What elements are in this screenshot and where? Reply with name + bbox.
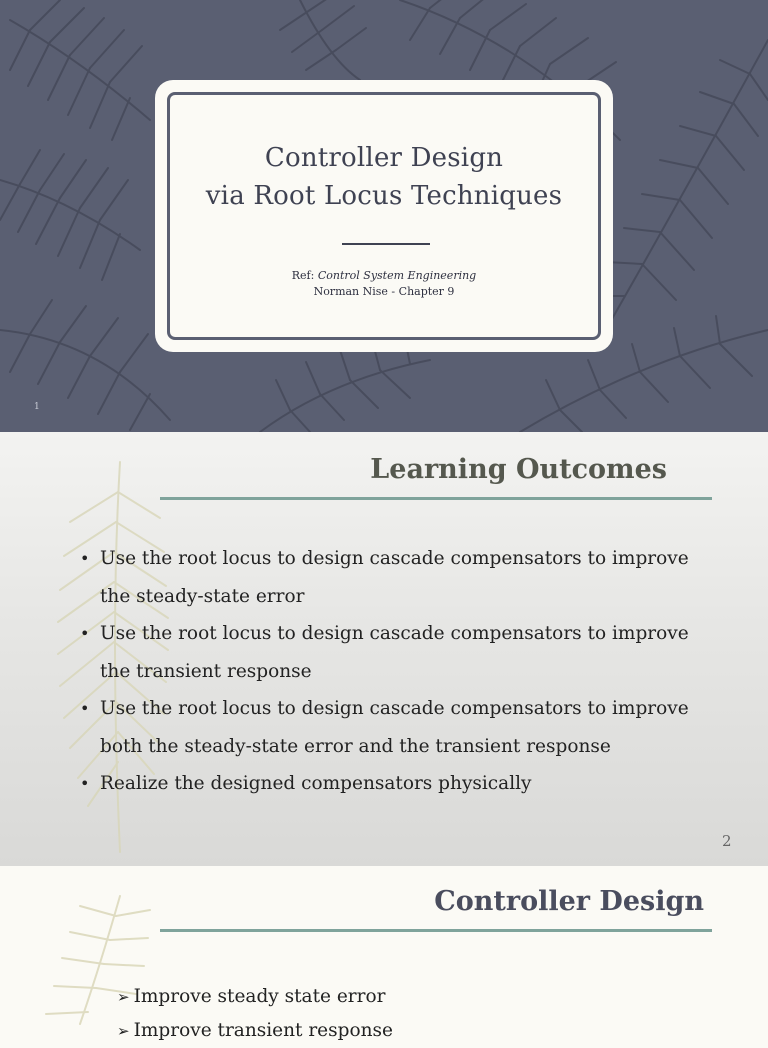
arrow-bullet-icon: ➢ (117, 1022, 130, 1040)
bullet-icon: • (80, 699, 90, 718)
bullet-icon: • (80, 624, 90, 643)
slide-heading: Controller Design (434, 886, 704, 917)
controller-design-slide (0, 866, 768, 1041)
title-card-border (167, 92, 601, 340)
learning-outcomes-slide (0, 432, 768, 866)
list-item-text: Use the root locus to design cascade compensators to improve the steady-state error (100, 548, 689, 607)
list-item-text: Improve steady state error (133, 986, 386, 1007)
slide-heading: Learning Outcomes (370, 454, 667, 485)
slide-number: 1 (34, 402, 40, 412)
title-slide (0, 0, 768, 432)
title-card (155, 80, 613, 352)
slide-title-line-1: Controller Design (264, 143, 504, 173)
heading-underline (160, 929, 712, 932)
bullet-icon: • (80, 549, 90, 568)
design-goals-list (117, 980, 393, 1048)
slide-number: 2 (722, 832, 732, 850)
bullet-icon: • (80, 774, 90, 793)
list-item-text: Use the root locus to design cascade compensators to improve both the steady-state error and the transient response (100, 698, 689, 757)
learning-outcomes-list (80, 540, 720, 803)
list-item (117, 980, 393, 1014)
list-item-text: Realize the designed compensators physically (100, 773, 532, 794)
reference-prefix: Ref: (291, 269, 318, 282)
list-item-text: Improve transient response (133, 1020, 393, 1041)
list-item (80, 615, 720, 690)
list-item-text: Use the root locus to design cascade compensators to improve the transient response (100, 623, 689, 682)
title-divider (342, 243, 430, 245)
list-item (80, 690, 720, 765)
heading-underline (160, 497, 712, 500)
slide-title-line-2: via Root Locus Techniques (205, 181, 563, 211)
reference-author: Norman Nise - Chapter 9 (313, 285, 455, 298)
reference-book-title: Control System Engineering (317, 269, 477, 282)
arrow-bullet-icon: ➢ (117, 988, 130, 1006)
list-item (117, 1014, 393, 1048)
reference-line (170, 269, 598, 282)
list-item (80, 765, 720, 803)
list-item (80, 540, 720, 615)
